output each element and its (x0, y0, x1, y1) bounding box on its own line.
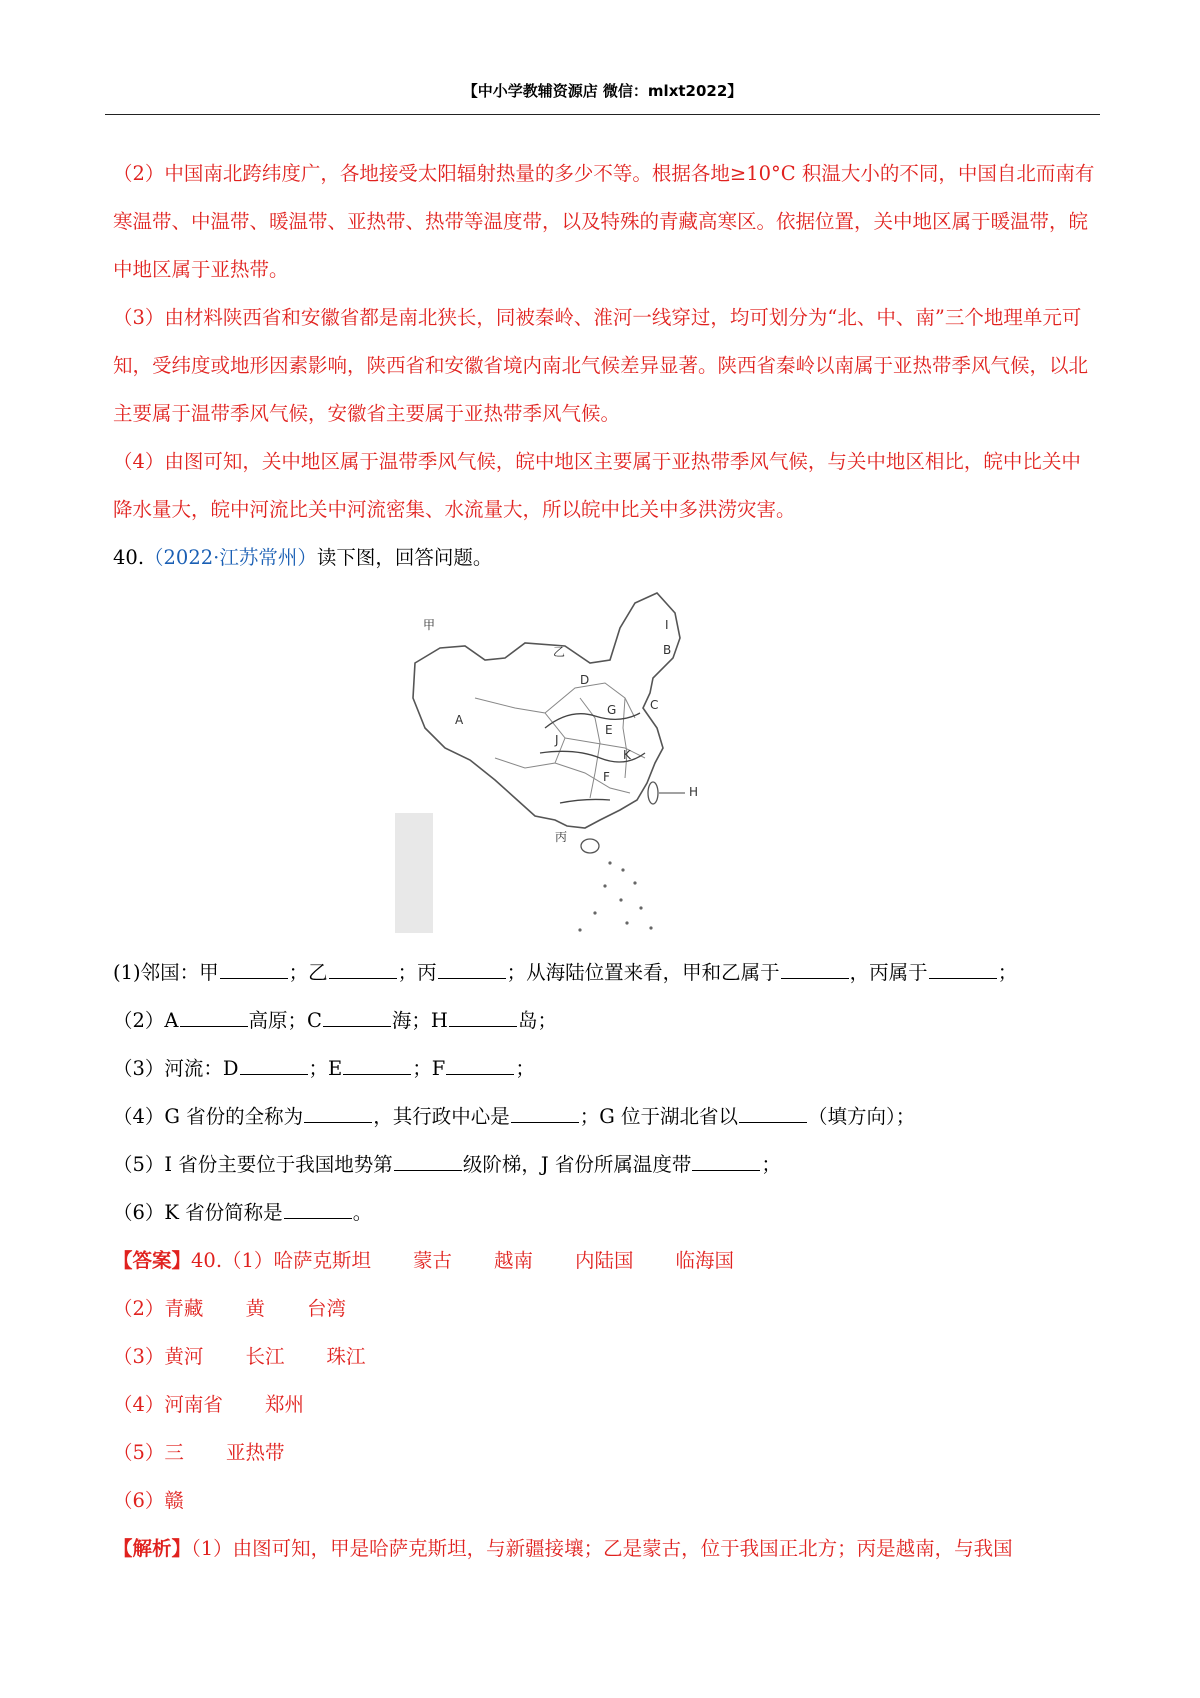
map-label-G: G (607, 703, 617, 717)
q3-text-d: ； (515, 1057, 535, 1080)
q3-text-b: ；E (308, 1057, 343, 1080)
q1-blank-bing[interactable] (438, 960, 506, 979)
answer-5-prefix: （5） (113, 1441, 165, 1464)
answer-1-1: 哈萨克斯坦 (273, 1249, 371, 1272)
answer-tag: 【答案】 (113, 1249, 192, 1272)
question-40-stem (113, 534, 1100, 582)
question-item-5 (113, 1141, 1100, 1189)
answer-5-1: 三 (164, 1441, 184, 1464)
analysis-paragraph-3: （3）由材料陕西省和安徽省都是南北狭长，同被秦岭、淮河一线穿过，均可划分为“北、中、南”三个地理单元可知，受纬度或地形因素影响，陕西省和安徽省境内南北气候差异显著。陕西省秦岭以南属于亚热带季风气候，以北主要属于温带季风气候，安徽省主要属于亚热带季风气候。 (113, 306, 1089, 425)
answer-2-2: 黄 (245, 1297, 265, 1320)
question-item-2 (113, 997, 1100, 1045)
map-label-A: A (455, 713, 464, 727)
q2-text-a: （2）A (113, 1009, 179, 1032)
analysis-paragraph-4: （4）由图可知，关中地区属于温带季风气候，皖中地区主要属于亚热带季风气候，与关中地区相比，皖中比关中降水量大，皖中河流比关中河流密集、水流量大，所以皖中比关中多洪涝灾害。 (113, 450, 1081, 521)
q2-blank-H[interactable] (449, 1008, 517, 1027)
q2-text-b: 高原；C (248, 1009, 322, 1032)
q4-text-c: ；G 位于湖北省以 (579, 1105, 738, 1128)
header-rule (105, 114, 1100, 115)
answer-6-1: 赣 (164, 1489, 184, 1512)
answer-line-6 (113, 1477, 1100, 1525)
q4-blank-name[interactable] (304, 1104, 372, 1123)
map-label-J: J (555, 733, 559, 747)
explanation-tag: 【解析】 (113, 1537, 192, 1560)
question-prompt: 读下图，回答问题。 (316, 546, 493, 569)
map-label-F: F (603, 770, 610, 784)
q6-text-a: （6）K 省份简称是 (113, 1201, 283, 1224)
q6-text-b: 。 (352, 1201, 373, 1224)
map-label-C: C (650, 698, 659, 712)
answer-2-1: 青藏 (164, 1297, 204, 1320)
question-source: （2022·江苏常州） (144, 546, 317, 569)
answer-3-1: 黄河 (164, 1345, 204, 1368)
q1-text-d: ；从海陆位置来看，甲和乙属于 (506, 961, 780, 984)
answer-line-1 (113, 1237, 1100, 1285)
map-label-D: D (580, 673, 590, 687)
china-map-outline (395, 588, 765, 943)
q2-blank-C[interactable] (323, 1008, 391, 1027)
answer-line-5 (113, 1429, 1100, 1477)
map-label-H: H (689, 785, 699, 799)
answer-3-prefix: （3） (113, 1345, 165, 1368)
q5-text-b: 级阶梯，J 省份所属温度带 (462, 1153, 692, 1176)
map-label-I: I (665, 618, 669, 632)
page-header: 【中小学教辅资源店 微信：mlxt2022】 (462, 82, 743, 100)
answer-2-3: 台湾 (306, 1297, 346, 1320)
q3-blank-F[interactable] (446, 1056, 514, 1075)
q1-text-f: ； (997, 961, 1018, 984)
q4-blank-capital[interactable] (511, 1104, 579, 1123)
question-item-6 (113, 1189, 1100, 1237)
q5-blank-zone[interactable] (692, 1152, 760, 1171)
question-item-1 (113, 949, 1100, 997)
q1-text-b: ；乙 (288, 961, 328, 984)
answer-1-5: 临海国 (675, 1249, 735, 1272)
q1-blank-jia[interactable] (220, 960, 288, 979)
explanation-line (113, 1525, 1100, 1573)
answer-1-4: 内陆国 (574, 1249, 634, 1272)
q4-blank-direction[interactable] (739, 1104, 807, 1123)
answer-4-1: 河南省 (164, 1393, 223, 1416)
question-number: 40. (113, 546, 145, 569)
answer-prefix: 40.（1） (191, 1249, 274, 1272)
question-item-3 (113, 1045, 1100, 1093)
q1-blank-land-sea-2[interactable] (929, 960, 997, 979)
map-label-jia: 甲 (423, 618, 436, 632)
q1-text-c: ；丙 (397, 961, 437, 984)
answer-2-prefix: （2） (113, 1297, 165, 1320)
answer-4-2: 郑州 (264, 1393, 304, 1416)
q2-text-d: 岛； (517, 1009, 557, 1032)
answer-6-prefix: （6） (113, 1489, 165, 1512)
q1-blank-yi[interactable] (329, 960, 397, 979)
q3-blank-E[interactable] (343, 1056, 411, 1075)
q4-text-d: （填方向）； (807, 1105, 916, 1128)
q1-text-e: ，丙属于 (849, 961, 928, 984)
map-label-B: B (663, 643, 672, 657)
q2-blank-A[interactable] (180, 1008, 248, 1027)
map-label-K: K (623, 748, 631, 762)
answer-1-3: 越南 (493, 1249, 533, 1272)
answer-1-2: 蒙古 (412, 1249, 452, 1272)
answer-line-2 (113, 1285, 1100, 1333)
q5-text-c: ； (761, 1153, 781, 1176)
map-label-yi: 乙 (553, 645, 566, 659)
q1-blank-land-sea-1[interactable] (781, 960, 849, 979)
answer-4-prefix: （4） (113, 1393, 165, 1416)
answer-3-2: 长江 (245, 1345, 285, 1368)
page-content (113, 150, 1100, 1573)
analysis-paragraph-2: （2）中国南北跨纬度广，各地接受太阳辐射热量的多少不等。根据各地≥10°C 积温大小的不同，中国自北而南有寒温带、中温带、暖温带、亚热带、热带等温度带，以及特殊的青藏高寒区。依据位置，关中地区属于暖温带，皖中地区属于亚热带。 (113, 162, 1095, 281)
q5-blank-step[interactable] (394, 1152, 462, 1171)
q3-text-a: （3）河流：D (113, 1057, 239, 1080)
q5-text-a: （5）I 省份主要位于我国地势第 (113, 1153, 393, 1176)
q6-blank-abbr[interactable] (284, 1200, 352, 1219)
answer-line-4 (113, 1381, 1100, 1429)
q4-text-b: ，其行政中心是 (373, 1105, 510, 1128)
q3-text-c: ；F (412, 1057, 446, 1080)
answer-3-3: 珠江 (326, 1345, 366, 1368)
map-label-E: E (605, 723, 613, 737)
map-label-bing: 丙 (555, 830, 568, 844)
question-item-4 (113, 1093, 1100, 1141)
q3-blank-D[interactable] (240, 1056, 308, 1075)
q1-text-a: (1)邻国：甲 (113, 961, 219, 984)
explanation-text: （1）由图可知，甲是哈萨克斯坦，与新疆接壤；乙是蒙古，位于我国正北方；丙是越南，与我国 (191, 1537, 1013, 1560)
answer-line-3 (113, 1333, 1100, 1381)
china-map-figure (395, 588, 765, 943)
q2-text-c: 海；H (391, 1009, 448, 1032)
q4-text-a: （4）G 省份的全称为 (113, 1105, 304, 1128)
answer-5-2: 亚热带 (225, 1441, 285, 1464)
